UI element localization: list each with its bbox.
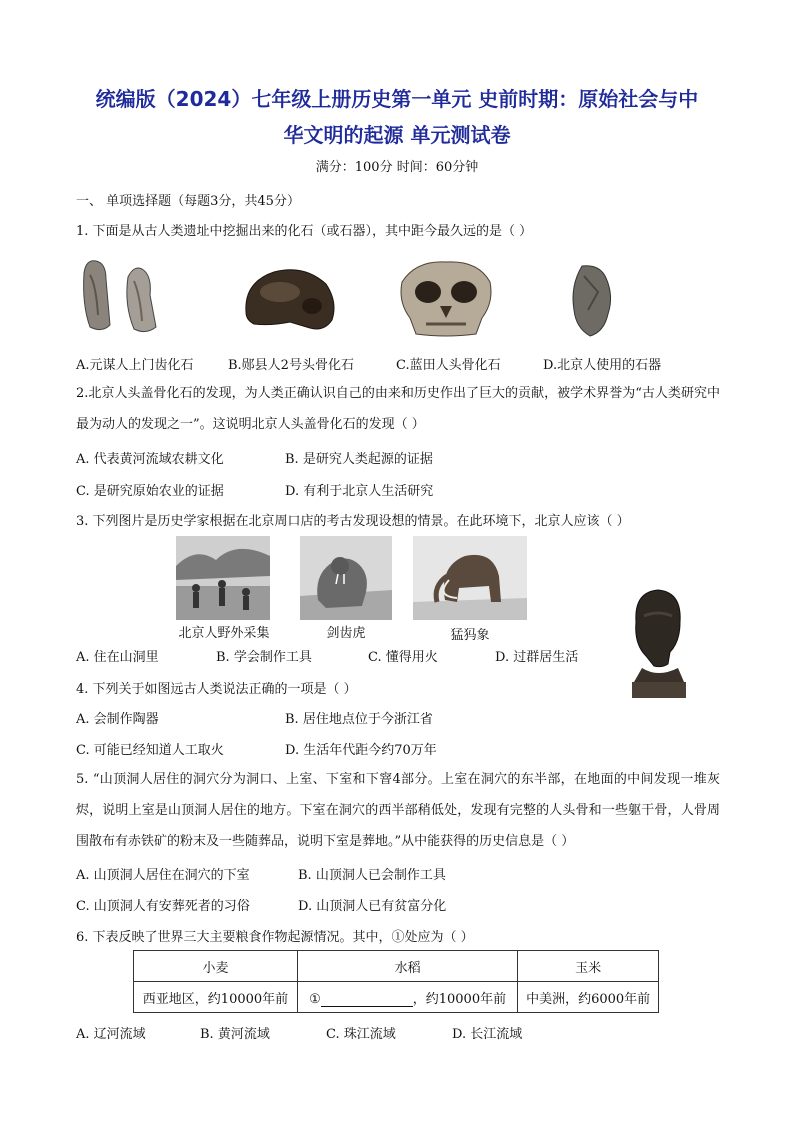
q1-option-d[interactable]: D.北京人使用的石器 xyxy=(543,358,662,373)
table-cell-text: ，约10000年前 xyxy=(412,991,507,1007)
exam-title-line2: 华文明的起源 单元测试卷 xyxy=(283,123,511,147)
table-header-cell: 小麦 xyxy=(134,951,298,982)
q3-option-d[interactable]: D. 过群居生活 xyxy=(495,650,579,665)
q6-option-b[interactable]: B. 黄河流域 xyxy=(200,1027,270,1042)
table-header-row xyxy=(134,951,659,982)
q1-option-a[interactable]: A.元谋人上门齿化石 xyxy=(76,358,194,373)
table-header-cell: 水稻 xyxy=(297,951,517,982)
grain-origin-table xyxy=(133,950,659,1013)
cranium-fossil-image xyxy=(396,258,496,338)
q2-option-d[interactable]: D. 有利于北京人生活研究 xyxy=(285,484,434,499)
stone-tool-image xyxy=(568,262,618,338)
caption-sabre-tooth-tiger: 剑齿虎 xyxy=(326,626,366,641)
q5-option-b[interactable]: B. 山顶洞人已会制作工具 xyxy=(298,868,446,883)
q1-option-c[interactable]: C.蓝田人头骨化石 xyxy=(396,358,501,373)
answer-blank xyxy=(321,992,413,1007)
q3-option-a[interactable]: A. 住在山洞里 xyxy=(76,650,159,665)
q5-option-a[interactable]: A. 山顶洞人居住在洞穴的下室 xyxy=(76,868,250,883)
exam-title-line1: 统编版（2024）七年级上册历史第一单元 史前时期：原始社会与中 xyxy=(95,87,699,111)
mammoth-image xyxy=(413,536,527,620)
q5-option-c[interactable]: C. 山顶洞人有安葬死者的习俗 xyxy=(76,899,250,914)
q2-stem: 2.北京人头盖骨化石的发现，为人类正确认识自己的由来和历史作出了巨大的贡献，被学术界誉为“古人类研究中最为动人的发现之一”。这说明北京人头盖骨化石的发现（ ） xyxy=(76,386,720,432)
q6-option-c[interactable]: C. 珠江流域 xyxy=(326,1027,396,1042)
peking-man-gathering-image xyxy=(176,536,270,620)
q2-option-a[interactable]: A. 代表黄河流域农耕文化 xyxy=(76,452,224,467)
exam-subtitle: 满分：100分 时间：60分钟 xyxy=(315,160,479,175)
table-cell-blank xyxy=(297,982,517,1013)
q5-stem: 5. “山顶洞人居住的洞穴分为洞口、上室、下室和下窨4部分。上室在洞穴的东半部，在地面的中间发现一堆灰烬，说明上室是山顶洞人居住的地方。下室在洞穴的西半部稍低处，发现有完整的人头骨和一些躯干骨，人骨周围散布有赤铁矿的粉末及一些随葬品，说明下室是葬地。”从中能获得的历史信息是（ ） xyxy=(76,772,720,849)
q1-option-b[interactable]: B.郧县人2号头骨化石 xyxy=(228,358,354,373)
q4-option-a[interactable]: A. 会制作陶器 xyxy=(76,712,159,727)
table-header-cell: 玉米 xyxy=(518,951,659,982)
incisor-fossil-image xyxy=(76,255,166,335)
caption-peking-man-gathering: 北京人野外采集 xyxy=(178,626,270,641)
q3-option-c[interactable]: C. 懂得用火 xyxy=(368,650,438,665)
q6-option-a[interactable]: A. 辽河流域 xyxy=(76,1027,146,1042)
q5-option-d[interactable]: D. 山顶洞人已有贫富分化 xyxy=(298,899,447,914)
table-cell: 中美洲，约6000年前 xyxy=(518,982,659,1013)
sabre-tooth-tiger-image xyxy=(300,536,392,620)
q3-option-b[interactable]: B. 学会制作工具 xyxy=(216,650,312,665)
q4-option-b[interactable]: B. 居住地点位于今浙江省 xyxy=(285,712,433,727)
q2-option-c[interactable]: C. 是研究原始农业的证据 xyxy=(76,484,224,499)
table-row xyxy=(134,982,659,1013)
q1-stem: 1. 下面是从古人类遗址中挖掘出来的化石（或石器），其中距今最久远的是（ ） xyxy=(76,224,533,239)
ancient-human-bust-image xyxy=(622,586,694,700)
q4-stem: 4. 下列关于如图远古人类说法正确的一项是（ ） xyxy=(76,682,357,697)
caption-mammoth: 猛犸象 xyxy=(450,628,490,643)
q6-option-d[interactable]: D. 长江流域 xyxy=(452,1027,523,1042)
q3-stem: 3. 下列图片是历史学家根据在北京周口店的考古发现设想的情景。在此环境下，北京人应该（ ） xyxy=(76,514,630,529)
q2-option-b[interactable]: B. 是研究人类起源的证据 xyxy=(285,452,433,467)
q4-option-c[interactable]: C. 可能已经知道人工取火 xyxy=(76,743,224,758)
q6-stem: 6. 下表反映了世界三大主要粮食作物起源情况。其中，①处应为（ ） xyxy=(76,930,474,945)
section-heading: 一、 单项选择题（每题3分，共45分） xyxy=(76,194,300,209)
q4-option-d[interactable]: D. 生活年代距今约70万年 xyxy=(285,743,437,758)
table-cell: 西亚地区，约10000年前 xyxy=(134,982,298,1013)
skull-fossil-image xyxy=(240,262,340,337)
blank-marker: ① xyxy=(309,991,321,1007)
